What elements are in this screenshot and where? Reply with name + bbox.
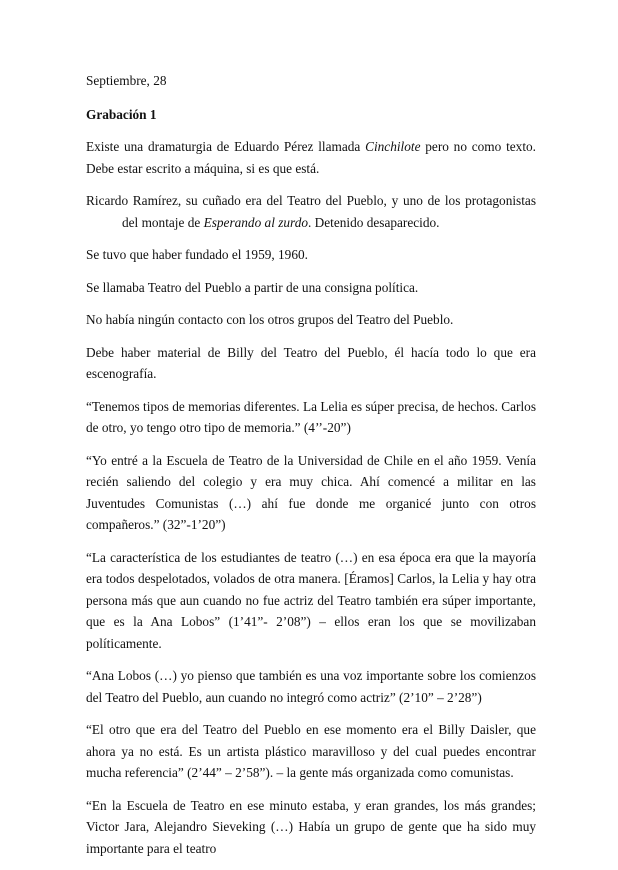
paragraph-no-contact: No había ningún contacto con los otros grupos del Teatro del Pueblo.	[86, 312, 454, 327]
paragraph-ricardo-ramirez	[86, 190, 536, 233]
quote-estudiantes: “La característica de los estudiantes de teatro (…) en esa época era que la mayoría era todos despelotados, volados de otra manera. [Éramos] Carlos, la Lelia y hay otra persona más que aun cuando no fue actriz del Teatro también era súper importante, que es la Ana Lobos” (1’41”- 2’08”) – ellos eran los que se movilizaban políticamente.	[86, 549, 536, 651]
paragraph-founding: Se tuvo que haber fundado el 1959, 1960.	[86, 247, 308, 262]
quote-escuela-grandes: “En la Escuela de Teatro en ese minuto estaba, y eran grandes, los más grandes; Victor Jara, Alejandro Sieveking (…) Había un grupo de gente que ha sido muy importante para el teatro	[86, 797, 536, 856]
play-title: Esperando al zurdo	[203, 214, 309, 230]
paragraph-text: pero no como texto. Debe estar escrito a máquina, si es que está.	[86, 139, 536, 176]
paragraph-text: Ricardo Ramírez, su cuñado era del Teatro del Pueblo, y uno de los protagonistas del montaje de	[86, 193, 536, 230]
quote-billy-daisler: “El otro que era del Teatro del Pueblo en ese momento era el Billy Daisler, que ahora ya no está. Es un artista plástico maravilloso y del cual puedes encontrar mucha referencia” (2’44” – 2’58”). – la gente más organizada como comunistas.	[86, 722, 536, 780]
quote-escuela-teatro: “Yo entré a la Escuela de Teatro de la Universidad de Chile en el año 1959. Venía recién saliendo del colegio y era muy chica. Ahí comencé a militar en las Juventudes Comunistas (…) ahí fue donde me organicé junto con otros compañeros.” (32”-1’20”)	[86, 452, 536, 532]
document-body	[86, 70, 536, 870]
date-line: Septiembre, 28	[86, 73, 167, 88]
paragraph-text: . Detenido desaparecido.	[308, 214, 440, 230]
paragraph-text: Existe una dramaturgia de Eduardo Pérez llamada	[86, 139, 366, 154]
section-heading: Grabación 1	[86, 106, 157, 122]
quote-memories: “Tenemos tipos de memorias diferentes. La Lelia es súper precisa, de hechos. Carlos de otro, yo tengo otro tipo de memoria.” (4’’-20”)	[86, 398, 536, 435]
quote-ana-lobos: “Ana Lobos (…) yo pienso que también es una voz importante sobre los comienzos del Teatro del Pueblo, aun cuando no integró como actriz” (2’10” – 2’28”)	[86, 668, 536, 705]
paragraph-name-origin: Se llamaba Teatro del Pueblo a partir de una consigna política.	[86, 279, 419, 295]
paragraph-cinchilote	[86, 136, 536, 179]
play-title: Cinchilote	[365, 139, 421, 154]
paragraph-billy-material: Debe haber material de Billy del Teatro del Pueblo, él hacía todo lo que era escenografía.	[86, 344, 536, 381]
